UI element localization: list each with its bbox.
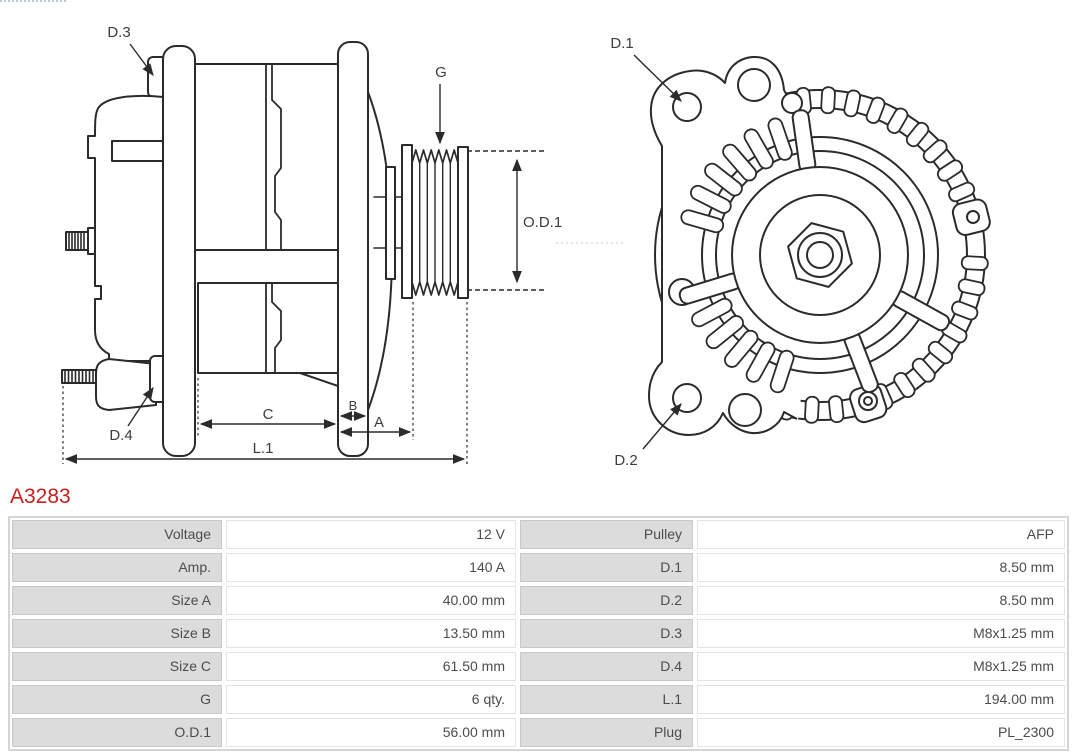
spec-label-cell: Voltage: [12, 520, 222, 549]
spec-value-cell: 140 A: [226, 553, 516, 582]
dim-label-d2: D.2: [614, 452, 638, 469]
spec-value-cell: 56.00 mm: [226, 718, 516, 747]
spec-label-cell: D.3: [520, 619, 693, 648]
spec-label-cell: D.2: [520, 586, 693, 615]
pulley-grooves-top: [412, 150, 458, 163]
spec-value-cell: AFP: [697, 520, 1065, 549]
spec-value-cell: 61.50 mm: [226, 652, 516, 681]
alternator-side-view: [62, 42, 468, 456]
spec-value-cell: 194.00 mm: [697, 685, 1065, 714]
watermark-artifact: [0, 0, 66, 2]
dim-label-d1: D.1: [610, 35, 634, 52]
dim-label-b: B: [348, 398, 358, 413]
spec-label-cell: D.4: [520, 652, 693, 681]
dim-label-d3: D.3: [107, 24, 131, 41]
dim-label-l1: L.1: [252, 440, 274, 457]
dim-label-d4: D.4: [109, 427, 133, 444]
spec-label-cell: O.D.1: [12, 718, 222, 747]
spec-label-cell: Plug: [520, 718, 693, 747]
spec-value-cell: 8.50 mm: [697, 586, 1065, 615]
spec-value-cell: 6 qty.: [226, 685, 516, 714]
spec-label-cell: D.1: [520, 553, 693, 582]
part-number: A3283: [10, 485, 71, 508]
dim-label-a: A: [373, 414, 385, 431]
dim-label-od1: O.D.1: [523, 214, 563, 231]
spec-label-cell: Amp.: [12, 553, 222, 582]
spec-value-cell: 13.50 mm: [226, 619, 516, 648]
spec-value-cell: 8.50 mm: [697, 553, 1065, 582]
spec-value-cell: 12 V: [226, 520, 516, 549]
dim-label-c: C: [262, 406, 274, 423]
alternator-rear-view: [649, 57, 992, 435]
spec-label-cell: L.1: [520, 685, 693, 714]
spec-value-cell: 40.00 mm: [226, 586, 516, 615]
spec-label-cell: Pulley: [520, 520, 693, 549]
dim-label-g: G: [435, 64, 447, 81]
spec-label-cell: Size B: [12, 619, 222, 648]
spec-value-cell: M8x1.25 mm: [697, 652, 1065, 681]
spec-table: [8, 516, 1069, 751]
spec-label-cell: G: [12, 685, 222, 714]
spec-label-cell: Size A: [12, 586, 222, 615]
spec-value-cell: PL_2300: [697, 718, 1065, 747]
spec-label-cell: Size C: [12, 652, 222, 681]
pulley-grooves-bottom: [412, 282, 458, 295]
spec-value-cell: M8x1.25 mm: [697, 619, 1065, 648]
